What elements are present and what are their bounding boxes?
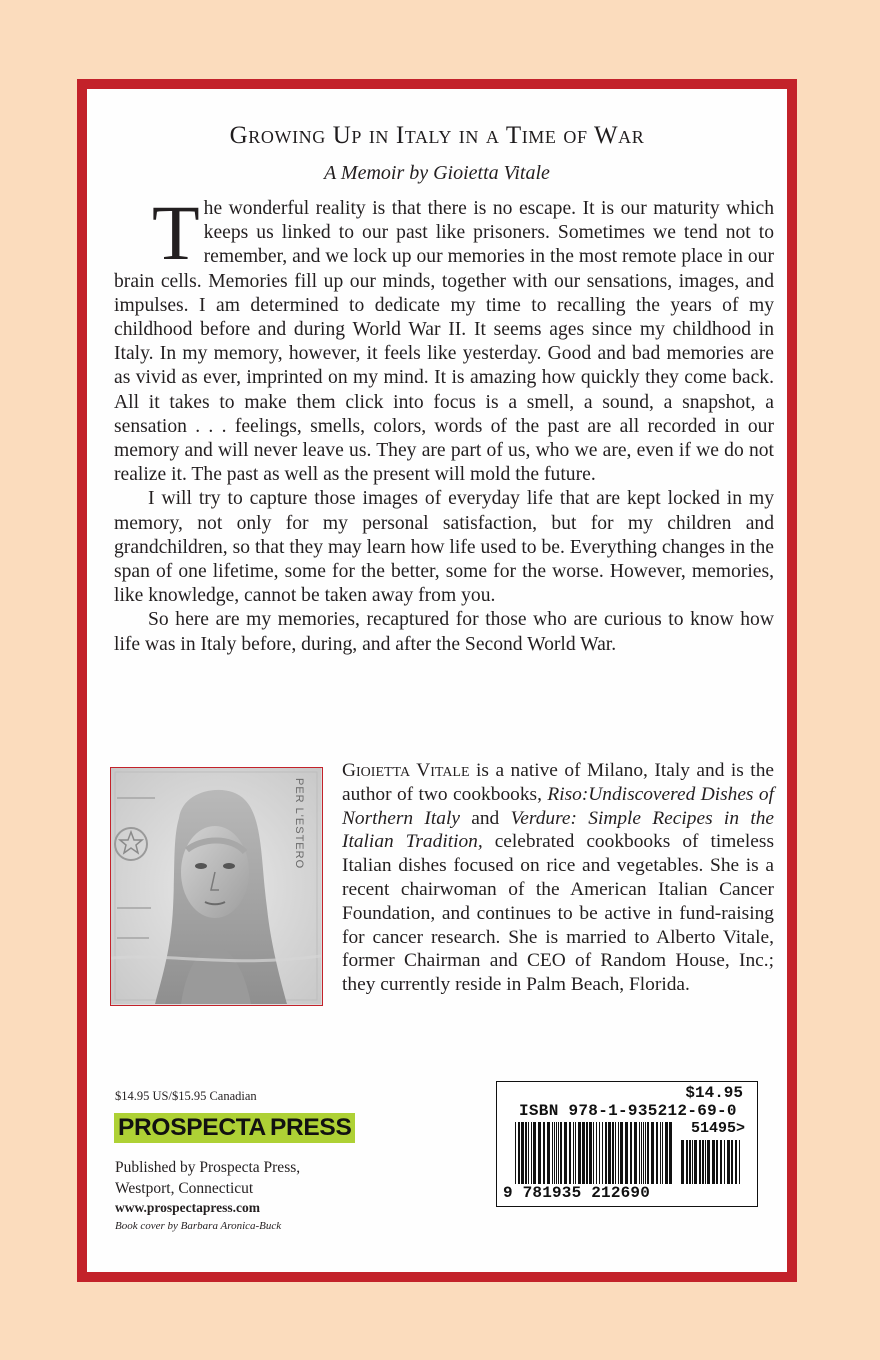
barcode-bar bbox=[727, 1140, 730, 1184]
barcode-bar bbox=[528, 1122, 529, 1184]
barcode-bar bbox=[547, 1122, 550, 1184]
barcode-bar bbox=[694, 1140, 697, 1184]
barcode-bar bbox=[707, 1140, 710, 1184]
barcode-bar bbox=[521, 1122, 524, 1184]
price-label: $14.95 US/$15.95 Canadian bbox=[115, 1089, 257, 1103]
barcode-bar bbox=[620, 1122, 623, 1184]
isbn-number: ISBN 978-1-935212-69-0 bbox=[519, 1102, 737, 1120]
barcode-bar bbox=[735, 1140, 737, 1184]
barcode-bar bbox=[556, 1122, 557, 1184]
barcode-bar bbox=[712, 1140, 715, 1184]
barcode-bar bbox=[533, 1122, 536, 1184]
barcode-bar bbox=[639, 1122, 640, 1184]
barcode-bar bbox=[525, 1122, 527, 1184]
barcode-bar bbox=[538, 1122, 541, 1184]
published-by bbox=[115, 1157, 375, 1199]
book-title: Growing Up in Italy in a Time of War bbox=[229, 122, 645, 149]
barcode-bar bbox=[596, 1122, 597, 1184]
published-by-line-1: Published by Prospecta Press, bbox=[115, 1159, 301, 1176]
barcode-bar bbox=[662, 1122, 663, 1184]
barcode-bar bbox=[615, 1122, 616, 1184]
author-bio-and: and bbox=[459, 807, 511, 829]
excerpt-paragraph-1-text: he wonderful reality is that there is no escape. It is our maturity which keeps us linked to our past like prisoners. Sometimes we tend not to remember, and we lock up our memories in the most remote place in our brain cells. Memories fill up our minds, together with our sensations, images, and impulses. I am determined to dedicate my time to recalling the years of my childhood before and during World War II. It seems ages since my childhood in Italy. In my memory, however, it feels like yesterday. Good and bad memories are as vivid as ever, imprinted on my mind. It is amazing how quickly they come back. All it takes to make them click into focus is a smell, a sound, a snapshot, a sensation . . . feelings, smells, colors, words of the past are all recorded in our memory and will never leave us. They are part of us, who we are, even if we do not realize it. The past as well as the present will mold the future. bbox=[114, 198, 774, 486]
barcode-bar bbox=[720, 1140, 722, 1184]
drop-cap: T bbox=[152, 189, 200, 276]
cover-credit: Book cover by Barbara Aronica-Buck bbox=[115, 1220, 282, 1232]
barcode-bar bbox=[602, 1122, 603, 1184]
publisher-logo-text-2: PRESS bbox=[267, 1113, 355, 1143]
barcode-bar bbox=[612, 1122, 614, 1184]
barcode-bar bbox=[552, 1122, 553, 1184]
author-bio-text-1: is a native of Milano, Italy and is the author of two cookbooks, bbox=[342, 760, 774, 805]
barcode-bar bbox=[578, 1122, 581, 1184]
barcode-bar bbox=[724, 1140, 725, 1184]
barcode-bar bbox=[643, 1122, 644, 1184]
barcode-bar bbox=[554, 1122, 555, 1184]
author-book-2: Verdure: Simple Recipes in the Italian Tradition, bbox=[342, 807, 775, 853]
barcode-digits: 9 781935 212690 bbox=[503, 1184, 651, 1202]
excerpt-paragraph-1 bbox=[114, 189, 774, 487]
excerpt-paragraph-2: I will try to capture those images of everyday life that are kept locked in my memory, not only for my personal satisfaction, but for my children and grandchildren, so that they may learn how life used to be. Everything changes in the span of one lifetime, some for the better, some for the worse. However, memories, like knowledge, cannot be taken away from you. bbox=[114, 488, 774, 607]
barcode-bar bbox=[575, 1122, 576, 1184]
barcode-bar bbox=[589, 1122, 592, 1184]
published-by-line-2: Westport, Connecticut bbox=[115, 1180, 254, 1197]
barcode-addon-bars bbox=[681, 1140, 743, 1184]
barcode-addon: 51495> bbox=[690, 1120, 745, 1137]
barcode-bar bbox=[515, 1122, 516, 1184]
barcode-bar bbox=[647, 1122, 649, 1184]
isbn-barcode bbox=[496, 1081, 758, 1207]
barcode-bar bbox=[518, 1122, 520, 1184]
excerpt bbox=[114, 189, 774, 657]
barcode-bar bbox=[705, 1140, 706, 1184]
photo-stamp-text: PER L'ESTERO bbox=[293, 778, 305, 870]
book-back-cover bbox=[77, 79, 797, 1282]
barcode-bar bbox=[739, 1140, 740, 1184]
barcode-bar bbox=[641, 1122, 642, 1184]
publisher-logo bbox=[114, 1113, 351, 1143]
barcode-bar bbox=[560, 1122, 562, 1184]
barcode-bar bbox=[593, 1122, 594, 1184]
barcode-bar bbox=[543, 1122, 545, 1184]
book-subtitle: A Memoir by Gioietta Vitale bbox=[324, 162, 550, 184]
barcode-bar bbox=[681, 1140, 684, 1184]
barcode-bar bbox=[692, 1140, 693, 1184]
barcode-bar bbox=[558, 1122, 559, 1184]
barcode-bar bbox=[731, 1140, 733, 1184]
barcode-bar bbox=[669, 1122, 672, 1184]
barcode-bar bbox=[689, 1140, 691, 1184]
barcode-bar bbox=[618, 1122, 619, 1184]
barcode-bar bbox=[651, 1122, 654, 1184]
barcode-bar bbox=[645, 1122, 646, 1184]
barcode-bar bbox=[630, 1122, 632, 1184]
barcode-bar bbox=[582, 1122, 585, 1184]
publisher-website: www.prospectapress.com bbox=[115, 1200, 260, 1215]
barcode-bar bbox=[573, 1122, 574, 1184]
barcode-bar bbox=[660, 1122, 661, 1184]
barcode-bar bbox=[586, 1122, 588, 1184]
barcode-bar bbox=[702, 1140, 704, 1184]
barcode-bars bbox=[515, 1122, 675, 1184]
author-portrait-image bbox=[111, 768, 321, 1004]
author-bio bbox=[342, 759, 774, 997]
barcode-bar bbox=[608, 1122, 611, 1184]
barcode-bar bbox=[634, 1122, 637, 1184]
barcode-bar bbox=[531, 1122, 532, 1184]
barcode-bar bbox=[656, 1122, 658, 1184]
barcode-bar bbox=[564, 1122, 567, 1184]
barcode-bar bbox=[665, 1122, 668, 1184]
barcode-price: $14.95 bbox=[685, 1084, 743, 1102]
barcode-bar bbox=[686, 1140, 688, 1184]
author-bio-text-2: celebrated cookbooks of timeless Italian dishes focused on rice and vegetables. She is a recent chairwoman of the American Italian Cancer Foundation, and continues to be active in fund-raising for cancer research. She is married to Alberto Vitale, former Chairman and CEO of Random House, Inc.; they currently reside in Palm Beach, Florida. bbox=[342, 831, 774, 996]
publisher-logo-text-1: PROSPECTA bbox=[118, 1114, 266, 1141]
barcode-bar bbox=[716, 1140, 718, 1184]
barcode-bar bbox=[699, 1140, 701, 1184]
barcode-bar bbox=[625, 1122, 628, 1184]
author-photo bbox=[110, 767, 323, 1006]
excerpt-paragraph-3: So here are my memories, recaptured for those who are curious to know how life was in Italy before, during, and after the Second World War. bbox=[114, 609, 774, 655]
barcode-bar bbox=[605, 1122, 607, 1184]
barcode-bar bbox=[599, 1122, 600, 1184]
author-name: Gioietta Vitale bbox=[342, 760, 470, 781]
author-book-1: Riso:Undiscovered Dishes of Northern Italy bbox=[342, 783, 774, 829]
barcode-bar bbox=[569, 1122, 571, 1184]
